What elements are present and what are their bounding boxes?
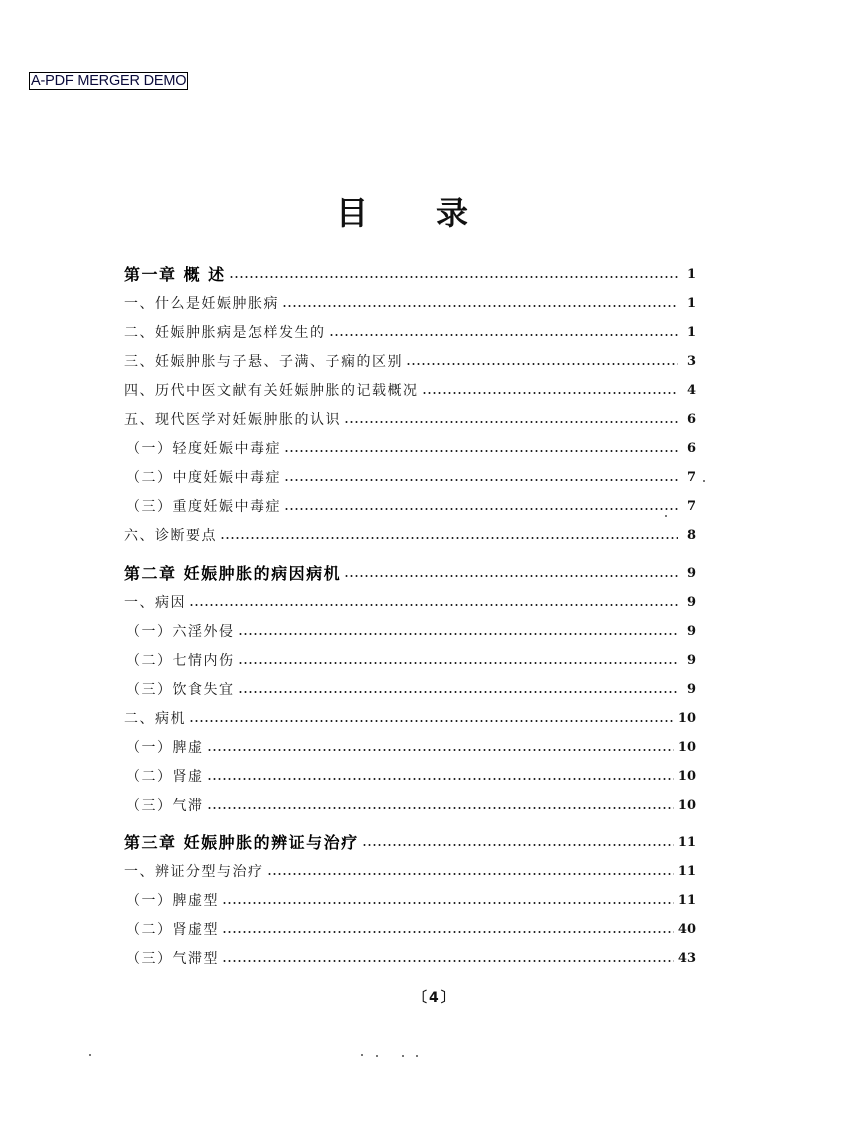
- dot-leader: [229, 275, 678, 279]
- toc-entry-chapter[interactable]: [124, 561, 696, 583]
- dot-leader: [207, 806, 674, 810]
- toc-entry-label: 二、病机: [124, 711, 186, 727]
- toc-entry-section[interactable]: [124, 349, 696, 371]
- toc-entry-page: 9: [686, 566, 696, 581]
- dot-leader: [222, 930, 674, 934]
- toc-entry-section[interactable]: [124, 320, 696, 342]
- toc-entry-page: 4: [686, 383, 696, 398]
- toc-entry-page: 1: [686, 267, 696, 282]
- dot-leader: [422, 391, 679, 395]
- toc-entry-label: 第三章 妊娠肿胀的辨证与治疗: [124, 833, 359, 852]
- toc-entry-label: 一、辨证分型与治疗: [124, 864, 264, 880]
- toc-entry-label: （一）脾虚: [126, 740, 204, 756]
- toc-entry-label: （三）饮食失宜: [126, 682, 235, 698]
- dot-leader: [329, 333, 679, 337]
- dot-leader: [238, 661, 679, 665]
- toc-entry-subsection[interactable]: [124, 465, 696, 487]
- toc-entry-page: 8: [686, 528, 696, 543]
- dot-leader: [222, 959, 674, 963]
- dot-leader: [282, 304, 678, 308]
- toc-entry-label: （一）脾虚型: [126, 893, 219, 909]
- dot-leader: [284, 507, 678, 511]
- toc-entry-section[interactable]: [124, 291, 696, 313]
- toc-entry-section[interactable]: [124, 523, 696, 545]
- toc-entry-subsection[interactable]: [124, 735, 696, 757]
- toc-entry-chapter[interactable]: [124, 262, 696, 284]
- page-title-char-2: 录: [436, 194, 469, 232]
- toc-entry-section[interactable]: [124, 706, 696, 728]
- toc-entry-page: 1: [686, 296, 696, 311]
- toc-entry-label: （二）肾虚型: [126, 922, 219, 938]
- toc-entry-section[interactable]: [124, 590, 696, 612]
- dot-leader: [238, 690, 679, 694]
- toc-entry-page: 9: [686, 653, 696, 668]
- toc-entry-page: 9: [686, 595, 696, 610]
- toc-entry-label: （二）七情内伤: [126, 653, 235, 669]
- page-title: [336, 188, 468, 234]
- toc-entry-label: （二）中度妊娠中毒症: [126, 470, 281, 486]
- scan-speck: [416, 1055, 418, 1057]
- toc-entry-label: （一）六淫外侵: [126, 624, 235, 640]
- scan-speck: [376, 1055, 378, 1057]
- toc-entry-page: 11: [677, 893, 696, 908]
- page-number: 〔4〕: [413, 990, 457, 1006]
- toc-entry-subsection[interactable]: [124, 917, 696, 939]
- dot-leader: [207, 777, 674, 781]
- toc-entry-label: （三）气滞: [126, 798, 204, 814]
- dot-leader: [406, 362, 678, 366]
- toc-entry-page: 10: [677, 769, 696, 784]
- dot-leader: [344, 574, 678, 578]
- toc-entry-page: 10: [677, 711, 696, 726]
- toc-entry-label: 六、诊断要点: [124, 528, 217, 544]
- toc-entry-subsection[interactable]: [124, 648, 696, 670]
- toc-entry-subsection[interactable]: [124, 946, 696, 968]
- scan-speck: [361, 1054, 363, 1056]
- dot-leader: [284, 449, 678, 453]
- scan-speck: [665, 515, 667, 517]
- toc-entry-subsection[interactable]: [124, 494, 696, 516]
- toc-entry-label: （二）肾虚: [126, 769, 204, 785]
- toc-entry-label: 第二章 妊娠肿胀的病因病机: [124, 564, 342, 583]
- toc-entry-page: 10: [677, 798, 696, 813]
- toc-entry-subsection[interactable]: [124, 436, 696, 458]
- toc-entry-subsection[interactable]: [124, 619, 696, 641]
- scan-speck: [703, 480, 705, 482]
- watermark-banner: A-PDF MERGER DEMO: [31, 73, 187, 89]
- toc-entry-page: 7: [686, 470, 696, 485]
- dot-leader: [220, 536, 678, 540]
- dot-leader: [189, 603, 678, 607]
- toc-entry-page: 9: [686, 682, 696, 697]
- scan-speck: [89, 1054, 91, 1056]
- toc-entry-label: 五、现代医学对妊娠肿胀的认识: [124, 412, 341, 428]
- toc-entry-page: 3: [686, 354, 696, 369]
- toc-entry-page: 11: [677, 835, 696, 850]
- toc-entry-page: 7: [686, 499, 696, 514]
- toc-entry-section[interactable]: [124, 378, 696, 400]
- toc-entry-page: 43: [677, 951, 696, 966]
- toc-entry-page: 6: [686, 412, 696, 427]
- toc-entry-label: 一、什么是妊娠肿胀病: [124, 296, 279, 312]
- toc-entry-chapter[interactable]: [124, 830, 696, 852]
- dot-leader: [267, 872, 674, 876]
- toc-entry-page: 40: [677, 922, 696, 937]
- dot-leader: [344, 420, 678, 424]
- toc-entry-subsection[interactable]: [124, 888, 696, 910]
- toc-entry-label: （三）重度妊娠中毒症: [126, 499, 281, 515]
- dot-leader: [238, 632, 679, 636]
- dot-leader: [222, 901, 674, 905]
- toc-entry-page: 9: [686, 624, 696, 639]
- toc-entry-page: 1: [686, 325, 696, 340]
- toc-entry-label: （一）轻度妊娠中毒症: [126, 441, 281, 457]
- page-title-char-1: 目: [336, 194, 369, 232]
- toc-entry-label: 四、历代中医文献有关妊娠肿胀的记载概况: [124, 383, 419, 399]
- toc-entry-label: 一、病因: [124, 595, 186, 611]
- dot-leader: [284, 478, 678, 482]
- toc-entry-label: 二、妊娠肿胀病是怎样发生的: [124, 325, 326, 341]
- toc-entry-label: （三）气滞型: [126, 951, 219, 967]
- toc-entry-label: 第一章 概 述: [124, 265, 226, 284]
- dot-leader: [362, 843, 674, 847]
- toc-entry-subsection[interactable]: [124, 793, 696, 815]
- scan-speck: [402, 1055, 404, 1057]
- toc-entry-subsection[interactable]: [124, 764, 696, 786]
- toc-entry-page: 11: [677, 864, 696, 879]
- toc-entry-subsection[interactable]: [124, 677, 696, 699]
- toc-entry-page: 6: [686, 441, 696, 456]
- toc-entry-section[interactable]: [124, 407, 696, 429]
- dot-leader: [189, 719, 674, 723]
- toc-entry-section[interactable]: [124, 859, 696, 881]
- dot-leader: [207, 748, 674, 752]
- toc-entry-page: 10: [677, 740, 696, 755]
- toc-entry-label: 三、妊娠肿胀与子悬、子满、子痫的区别: [124, 354, 403, 370]
